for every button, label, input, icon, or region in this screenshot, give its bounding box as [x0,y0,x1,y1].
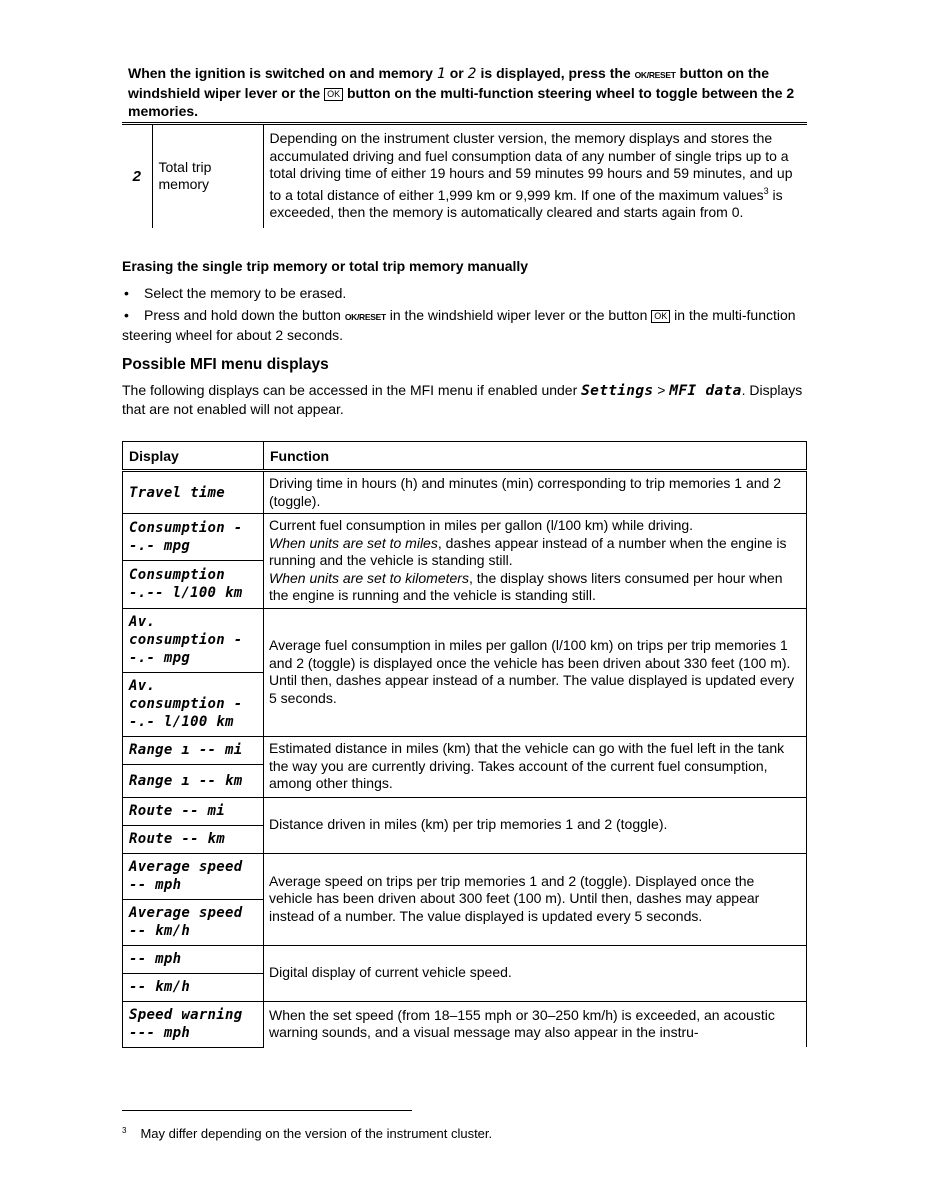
ok-reset-button-symbol: OK/RESET [634,70,676,80]
table-row [123,608,807,672]
section-heading: Possible MFI menu displays [122,356,329,373]
display-speed-kmh: -- km/h [123,973,264,1001]
memory-name: Total trip memory [152,124,263,228]
function-cell [264,514,807,609]
footnote-mark: 3 [122,1126,127,1135]
table-row [123,1001,807,1047]
list-item-text: Press and hold down the button [144,307,345,323]
mfi-intro-paragraph [122,382,812,418]
table-row [123,471,807,514]
intro-text: When the ignition is switched on and memory [128,65,437,81]
function-text: Current fuel consumption in miles per gallon (l/100 km) while driving. [269,517,694,533]
display-range-mi: Range ı -- mi [123,736,264,764]
list-item [122,306,802,344]
display-average-speed-mph: Average speed -- mph [123,853,264,899]
function-cell: Distance driven in miles (km) per trip memories 1 and 2 (toggle). [264,797,807,853]
footnote-text: May differ depending on the version of the instrument cluster. [140,1126,493,1141]
list-item-text: in the multi-function steering wheel for about 2 seconds. [122,307,796,343]
table-row [122,124,807,228]
description-text: Depending on the instrument cluster version, the memory displays and stores the accumulated driving and fuel consumption data of any number of single trips up to a total driving time of either 19 hours and 59 minutes 99 hours and 59 minutes, and up to a total distance of either 1,999 km or 9,999 km. If one of the maximum values [269,130,793,203]
table-row [123,797,807,825]
intro-text: The following displays can be accessed in the MFI menu if enabled under [122,382,582,398]
function-cell: Average speed on trips per trip memories 1 and 2 (toggle). Displayed once the vehicle has been driven about 300 feet (100 m). Until then, dashes may appear instead of a number. The value displayed is updated every 5 seconds. [264,853,807,945]
function-cell: Driving time in hours (h) and minutes (min) corresponding to trip memories 1 and 2 (toggle). [264,471,807,514]
function-text: , dashes appear instead of a number when the engine is running and the vehicle is standing still. [269,534,787,568]
display-travel-time: Travel time [123,471,264,514]
list-item [122,284,802,302]
bullet-icon: • [124,307,129,323]
description-text: is exceeded, then the memory is automatically cleared and starts again from 0. [269,186,783,220]
intro-text: button on the multi-function steering wheel to toggle between the 2 memories. [128,85,795,119]
function-cell: Average fuel consumption in miles per gallon (l/100 km) on trips per trip memories 1 and 2 (toggle) is displayed once the vehicle has been driven about 330 feet (100 m). Until then, dashes appear instead of a number. The value displayed is updated every 5 seconds. [264,608,807,736]
function-cell: When the set speed (from 18–155 mph or 30–250 km/h) is exceeded, an acoustic warning sounds, and a visual message may also appear in the instru- [264,1001,807,1047]
memory-1-label: 1 [436,66,446,82]
display-speed-warning: Speed warning --- mph [123,1001,264,1047]
intro-text: button on the windshield wiper lever or the [128,65,769,101]
footnote-reference: 3 [763,185,769,196]
menu-separator: > [653,382,670,398]
intro-text: . Displays that are not enabled will not appear. [122,382,803,417]
table-row [123,514,807,561]
table-header-row [123,442,807,471]
display-consumption-mpg: Consumption --.- mpg [123,514,264,561]
function-cell: Estimated distance in miles (km) that the vehicle can go with the fuel left in the tank the way you are currently driving. Takes account of the current fuel consumption, among other things. [264,736,807,797]
display-route-km: Route -- km [123,825,264,853]
table-row [123,945,807,973]
intro-text: is displayed, press the [476,65,635,81]
table-row [123,853,807,899]
ok-button-icon: OK [324,88,343,101]
display-range-km: Range ı -- km [123,764,264,797]
trip-memory-table [122,122,807,228]
intro-text: or [445,65,468,81]
instruction-list [122,284,802,348]
table-row [123,736,807,764]
mfi-displays-table [122,441,807,1048]
display-consumption-l100km: Consumption -.-- l/100 km [123,561,264,608]
memory-description [263,124,807,228]
column-header-function: Function [264,442,807,471]
column-header-display: Display [123,442,264,471]
list-item-text: in the windshield wiper lever or the button [385,307,652,323]
display-average-speed-kmh: Average speed -- km/h [123,899,264,945]
ok-reset-button-symbol: OK/RESET [344,312,386,322]
function-cell: Digital display of current vehicle speed. [264,945,807,1001]
mfi-data-menu-label: MFI data [669,383,742,399]
function-text-italic: When units are set to kilometers [269,569,469,586]
display-speed-mph: -- mph [123,945,264,973]
display-av-consumption-l100km: Av. consumption --.- l/100 km [123,672,264,736]
list-item-text: Select the memory to be erased. [144,285,347,301]
memory-2-label: 2 [467,66,477,82]
ok-button-icon: OK [651,310,670,323]
function-text-italic: When units are set to miles [269,534,438,551]
intro-paragraph [128,64,798,120]
footnote [122,1126,492,1141]
function-text: , the display shows liters consumed per hour when the engine is running and the vehicle is standing still. [269,569,783,603]
section-heading: Erasing the single trip memory or total trip memory manually [122,258,529,274]
settings-menu-label: Settings [581,383,654,399]
memory-number: 2 [122,124,152,228]
bullet-icon: • [124,285,129,301]
display-route-mi: Route -- mi [123,797,264,825]
footnote-divider [122,1110,412,1111]
display-av-consumption-mpg: Av. consumption --.- mpg [123,608,264,672]
